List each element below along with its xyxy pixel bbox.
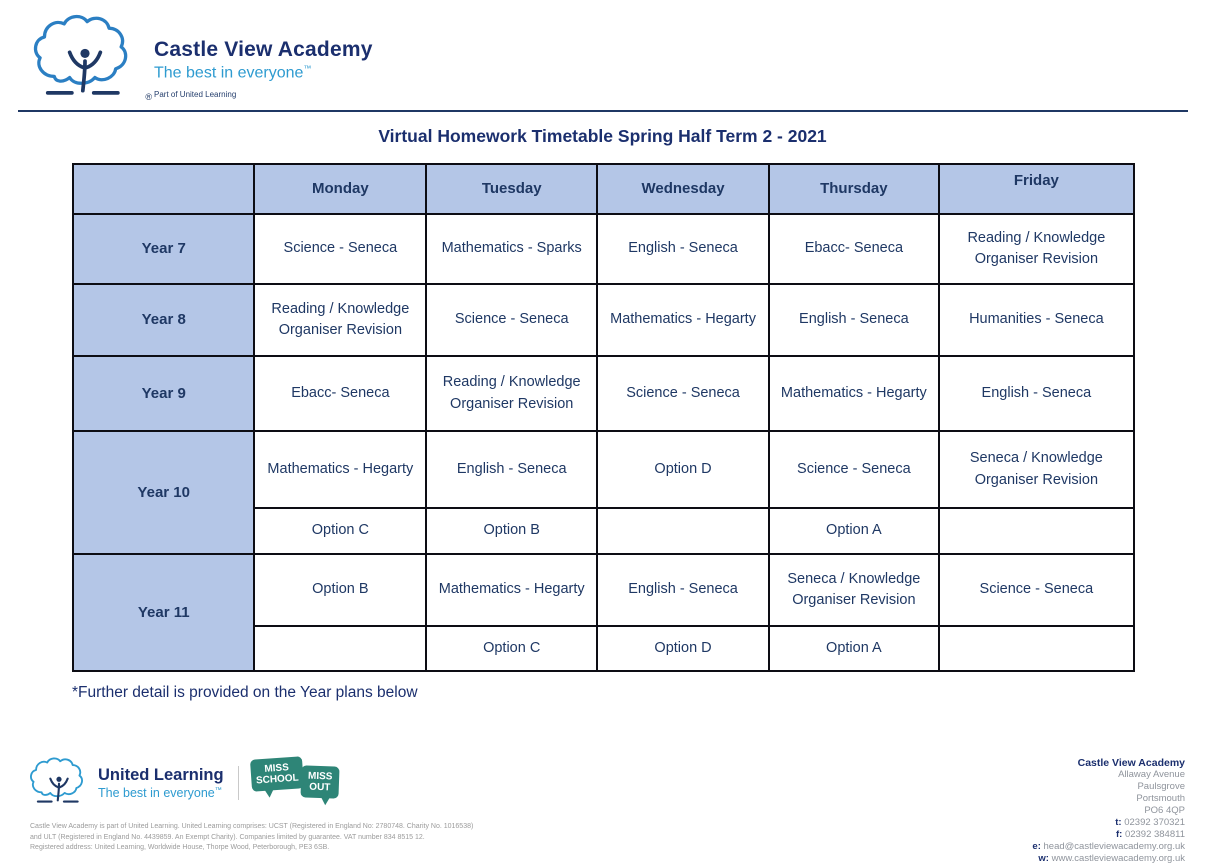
badge-text: OUT: [308, 781, 331, 794]
email-address: head@castleviewacademy.org.uk: [1043, 841, 1185, 852]
year9-wednesday: Science - Seneca: [597, 356, 769, 431]
legal-text: [30, 822, 473, 854]
school-tagline: [154, 64, 373, 82]
school-name: Castle View Academy: [154, 38, 373, 61]
web-address: www.castleviewacademy.org.uk: [1051, 853, 1185, 864]
table-header-row: [73, 164, 1134, 214]
year11-tuesday: Mathematics - Hegarty: [426, 554, 597, 626]
contact-email: [1032, 841, 1185, 853]
email-label: e:: [1032, 841, 1041, 852]
contact-postcode: PO6 4QP: [1144, 805, 1185, 816]
part-of-united-learning: Part of United Learning: [154, 90, 237, 100]
badge-text: SCHOOL: [255, 772, 299, 787]
row-label-year10: Year 10: [73, 431, 254, 554]
letterhead: [30, 14, 373, 106]
trademark-mark: ™: [303, 64, 312, 73]
contact-address-line: Portsmouth: [1136, 793, 1185, 804]
badge-text: MISS: [263, 762, 289, 775]
phone-label: t:: [1115, 817, 1122, 828]
year11-monday-option: [254, 626, 426, 671]
year7-wednesday: English - Seneca: [597, 214, 769, 284]
brand-text: [154, 14, 373, 99]
col-header-thursday: Thursday: [769, 164, 939, 214]
year10-wednesday-option: [597, 508, 769, 554]
fax-number: 02392 384811: [1124, 829, 1185, 840]
year10-wednesday: Option D: [597, 431, 769, 508]
school-logo: [30, 14, 152, 106]
row-label-year9: Year 9: [73, 356, 254, 431]
year11-wednesday: English - Seneca: [597, 554, 769, 626]
ul-trademark-mark: ™: [214, 786, 222, 794]
page-title: Virtual Homework Timetable Spring Half Term 2 - 2021: [378, 126, 827, 146]
tagline-text: The best in everyone: [154, 64, 304, 82]
contact-address-line: Paulsgrove: [1137, 781, 1185, 792]
united-learning-tagline: [98, 786, 224, 800]
contact-address-line: Allaway Avenue: [1118, 769, 1185, 780]
col-header-tuesday: Tuesday: [426, 164, 597, 214]
year10-thursday-option: Option A: [769, 508, 939, 554]
miss-school-miss-out-badge: [251, 752, 343, 814]
year7-monday: Science - Seneca: [254, 214, 426, 284]
year10-friday-option: [939, 508, 1134, 554]
contact-phone: [1032, 817, 1185, 829]
year9-thursday: Mathematics - Hegarty: [769, 356, 939, 431]
year9-monday: Ebacc- Seneca: [254, 356, 426, 431]
united-learning-tree-icon: [28, 755, 90, 811]
united-learning-brand: [98, 766, 239, 800]
col-header-friday: Friday: [939, 164, 1134, 214]
footer-brand-block: [28, 752, 343, 814]
year10-monday-option: Option C: [254, 508, 426, 554]
year11-tuesday-option: Option C: [426, 626, 597, 671]
contact-block: [1032, 757, 1185, 865]
header-divider: [18, 110, 1188, 112]
legal-line: Registered address: United Learning, Worldwide House, Thorpe Wood, Peterborough, PE3 6SB.: [30, 844, 330, 851]
ul-tagline-text: The best in everyone: [98, 786, 215, 800]
col-header-monday: Monday: [254, 164, 426, 214]
united-learning-name: United Learning: [98, 766, 224, 784]
year7-friday: Reading / Knowledge Organiser Revision: [939, 214, 1134, 284]
registered-mark: ®: [145, 92, 152, 102]
fax-label: f:: [1115, 829, 1123, 840]
year8-friday: Humanities - Seneca: [939, 284, 1134, 356]
row-label-year7: Year 7: [73, 214, 254, 284]
year8-thursday: English - Seneca: [769, 284, 939, 356]
year8-tuesday: Science - Seneca: [426, 284, 597, 356]
row-label-year8: Year 8: [73, 284, 254, 356]
year11-monday: Option B: [254, 554, 426, 626]
corner-cell: [73, 164, 254, 214]
badge-text: MISS: [307, 770, 333, 783]
year11-wednesday-option: Option D: [597, 626, 769, 671]
table-row-year9: [73, 356, 1134, 431]
year11-thursday: Seneca / Knowledge Organiser Revision: [769, 554, 939, 626]
tree-logo-icon: [30, 14, 140, 106]
phone-number: 02392 370321: [1124, 817, 1185, 828]
year11-friday: Science - Seneca: [939, 554, 1134, 626]
footnote: *Further detail is provided on the Year plans below: [72, 684, 418, 701]
row-label-year11: Year 11: [73, 554, 254, 671]
legal-line: and ULT (Registered in England No. 4439859. An Exempt Charity). Companies limited by guarantee. VAT number 834 8515 12.: [30, 833, 425, 841]
year7-thursday: Ebacc- Seneca: [769, 214, 939, 284]
table-row-year11-main: [73, 554, 1134, 626]
year8-wednesday: Mathematics - Hegarty: [597, 284, 769, 356]
table-row-year7: [73, 214, 1134, 284]
legal-line: Castle View Academy is part of United Learning. United Learning comprises: UCST (Registered in England No: 2780748. Charity No. 1016538): [30, 823, 474, 830]
year8-monday: Reading / Knowledge Organiser Revision: [254, 284, 426, 356]
miss-school-bubble: [250, 756, 304, 792]
table-row-year8: [73, 284, 1134, 356]
year9-tuesday: Reading / Knowledge Organiser Revision: [426, 356, 597, 431]
year10-friday: Seneca / Knowledge Organiser Revision: [939, 431, 1134, 508]
year10-thursday: Science - Seneca: [769, 431, 939, 508]
miss-out-bubble: [300, 765, 339, 798]
year10-tuesday-option: Option B: [426, 508, 597, 554]
contact-fax: [1032, 829, 1185, 841]
year10-tuesday: English - Seneca: [426, 431, 597, 508]
homework-timetable: [72, 163, 1135, 672]
col-header-wednesday: Wednesday: [597, 164, 769, 214]
year9-friday: English - Seneca: [939, 356, 1134, 431]
year10-monday: Mathematics - Hegarty: [254, 431, 426, 508]
year7-tuesday: Mathematics - Sparks: [426, 214, 597, 284]
web-label: w:: [1038, 853, 1049, 864]
year11-thursday-option: Option A: [769, 626, 939, 671]
contact-school-name: Castle View Academy: [1077, 757, 1185, 769]
year11-friday-option: [939, 626, 1134, 671]
table-row-year10-main: [73, 431, 1134, 508]
contact-web: [1032, 853, 1185, 865]
